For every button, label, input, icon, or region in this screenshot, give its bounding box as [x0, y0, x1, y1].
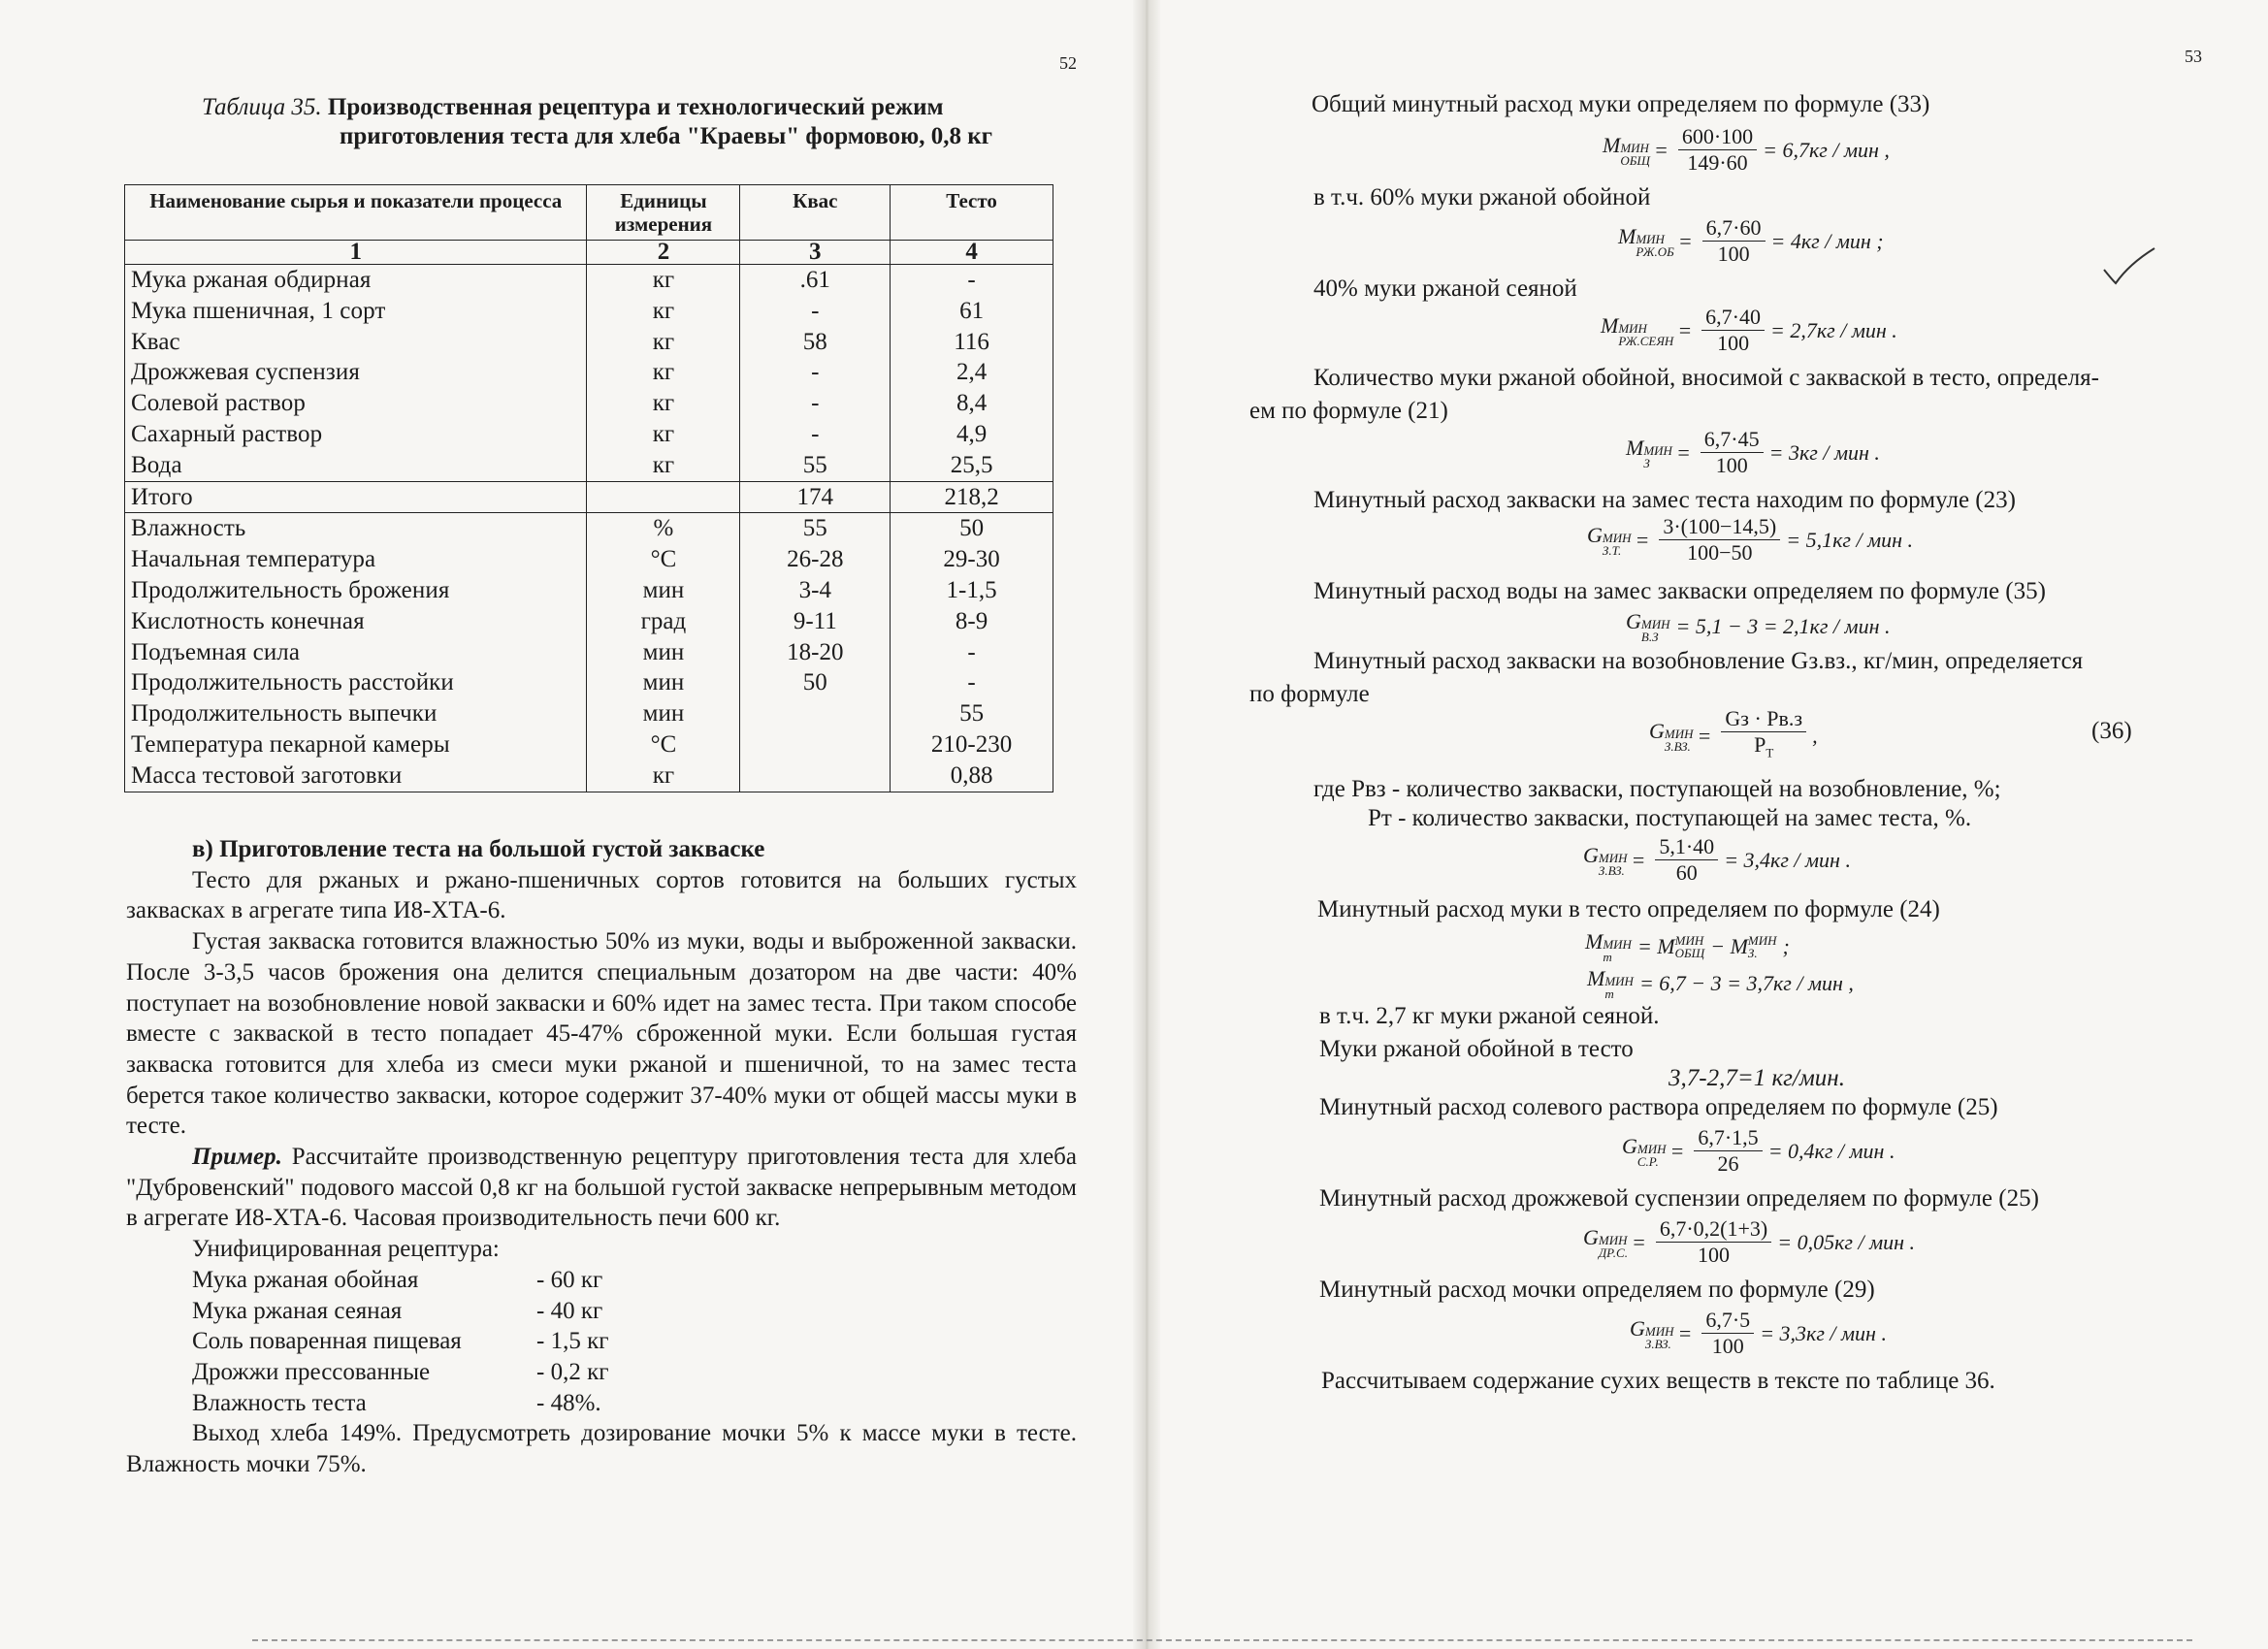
- cell-kvas: -: [740, 357, 891, 388]
- cell-kvas: -: [740, 419, 891, 450]
- formula-35: G МИН В.З = 5,1 − 3 = 2,1кг / мин .: [1626, 609, 1891, 644]
- recipe-item-name: Дрожжи прессованные: [192, 1358, 431, 1385]
- header-name: Наименование сырья и показатели процесса: [125, 185, 587, 241]
- table-row: [125, 450, 1053, 481]
- cell-kvas: 174: [740, 481, 891, 513]
- text-line: Минутный расход закваски на возобновление Gз.вз., кг/мин, определяется: [1313, 648, 2084, 674]
- cell-unit: кг: [587, 265, 740, 296]
- recipe-table: [124, 184, 1053, 792]
- formula-36: G МИН З.ВЗ. = $\frac{Gз \cdot Pв.з}{P_Т}$ ,: [1649, 706, 1818, 760]
- cell-unit: мин: [587, 575, 740, 606]
- cell-unit: кг: [587, 357, 740, 388]
- column-number-row: [125, 241, 1053, 265]
- cell-unit: кг: [587, 419, 740, 450]
- cell-name: Кислотность конечная: [125, 606, 587, 637]
- text-line: в т.ч. 2,7 кг муки ржаной сеяной.: [1319, 1003, 1660, 1029]
- formula-renewal: G МИН З.ВЗ. = $\frac{5,1\cdot 40}{60}$ = 3,4кг / мин .: [1583, 834, 1851, 885]
- cell-name: Дрожжевая суспензия: [125, 357, 587, 388]
- recipe-item-name: Мука ржаная обойная: [192, 1266, 419, 1293]
- cell-unit: град: [587, 606, 740, 637]
- recipe-item-value: - 40 кг: [536, 1297, 603, 1324]
- cell-kvas: 50: [740, 667, 891, 698]
- cell-testo: 210-230: [891, 729, 1053, 760]
- recipe-item-value: - 48%.: [536, 1389, 601, 1416]
- recipe-title: Унифицированная рецептура:: [192, 1236, 500, 1263]
- recipe-item-value: - 60 кг: [536, 1266, 603, 1293]
- cell-name: Итого: [125, 481, 587, 513]
- cell-name: Продолжительность брожения: [125, 575, 587, 606]
- formula-25-yeast: G МИН ДР.С. = $\frac{6,7\cdot 0,2(1+3)}{100}$ = 0,05кг / мин .: [1583, 1216, 1916, 1267]
- table-row: [125, 481, 1053, 513]
- cell-kvas: [740, 760, 891, 792]
- cell-unit: [587, 481, 740, 513]
- cell-testo: -: [891, 667, 1053, 698]
- cell-unit: °C: [587, 729, 740, 760]
- recipe-item: [192, 1326, 1077, 1357]
- table-header-row: [125, 185, 1053, 241]
- cell-unit: °C: [587, 544, 740, 575]
- cell-testo: 8-9: [891, 606, 1053, 637]
- left-body-text: [126, 834, 1077, 1480]
- cell-testo: 61: [891, 296, 1053, 327]
- section-heading: в) Приготовление теста на большой густой закваске: [192, 836, 765, 862]
- closing-paragraph: Выход хлеба 149%. Предусмотреть дозирование мочки 5% к массе муки в тесте. Влажность мочки 75%.: [126, 1420, 1077, 1478]
- table-row: [125, 265, 1053, 296]
- recipe-item-value: - 1,5 кг: [536, 1328, 609, 1355]
- col-number: 3: [740, 241, 891, 265]
- cell-unit: кг: [587, 296, 740, 327]
- caption-title-line1: Производственная рецептура и технологический режим: [327, 94, 944, 120]
- cell-name: Сахарный раствор: [125, 419, 587, 450]
- cell-name: Начальная температура: [125, 544, 587, 575]
- formula-29: G МИН З.ВЗ. = $\frac{6,7\cdot 5}{100}$ = 3,3кг / мин .: [1630, 1308, 1887, 1358]
- formula-33: M МИН ОБЩ = $\frac{600\cdot 100}{149\cdot 60}$ = 6,7кг / мин ,: [1603, 124, 1890, 175]
- text-line: Количество муки ржаной обойной, вносимой с закваской в тесто, определя-: [1313, 365, 2099, 391]
- cell-unit: мин: [587, 698, 740, 729]
- text-line: Минутный расход солевого раствора определяем по формуле (25): [1319, 1094, 1998, 1120]
- book-spine: [1133, 0, 1160, 1649]
- text-line: по формуле: [1249, 681, 1370, 707]
- cell-testo: 2,4: [891, 357, 1053, 388]
- table-row: [125, 327, 1053, 358]
- text-line: ем по формуле (21): [1249, 398, 1448, 424]
- recipe-item: [192, 1296, 1077, 1327]
- cell-kvas: [740, 729, 891, 760]
- handwritten-check-mark: [2100, 242, 2158, 291]
- cell-unit: мин: [587, 637, 740, 668]
- cell-kvas: [740, 698, 891, 729]
- table-row: [125, 667, 1053, 698]
- cell-testo: 29-30: [891, 544, 1053, 575]
- cell-name: Мука пшеничная, 1 сорт: [125, 296, 587, 327]
- text-line: Минутный расход мочки определяем по формуле (29): [1319, 1277, 1875, 1303]
- text-line: Общий минутный расход муки определяем по формуле (33): [1312, 91, 1930, 117]
- text-line: Минутный расход дрожжевой суспензии определяем по формуле (25): [1319, 1185, 2039, 1212]
- example-text: Рассчитайте производственную рецептуру приготовления теста для хлеба "Дубровенский" подового массой 0,8 кг на большой густой закваске непрерывным методом в агрегате И8-ХТА-6. Часовая производительность печи 600 кг.: [126, 1144, 1078, 1232]
- cell-testo: -: [891, 637, 1053, 668]
- table-row: [125, 357, 1053, 388]
- formula-25-salt: G МИН С.Р. = $\frac{6,7\cdot 1,5}{26}$ = 0,4кг / мин .: [1622, 1125, 1895, 1176]
- table-row: [125, 419, 1053, 450]
- col-number: 4: [891, 241, 1053, 265]
- example-label: Пример.: [192, 1144, 282, 1171]
- formula-23: G МИН З.Т. = $\frac{3\cdot(100-14,5)}{100-50}$ = 5,1кг / мин .: [1587, 514, 1914, 565]
- cell-kvas: 9-11: [740, 606, 891, 637]
- table-caption: [194, 93, 1086, 151]
- cell-name: Влажность: [125, 513, 587, 544]
- recipe-item-value: - 0,2 кг: [536, 1358, 609, 1385]
- cell-name: Вода: [125, 450, 587, 481]
- cell-kvas: .61: [740, 265, 891, 296]
- col-number: 1: [125, 241, 587, 265]
- cell-testo: 1-1,5: [891, 575, 1053, 606]
- text-line: Муки ржаной обойной в тесто: [1319, 1036, 1634, 1062]
- cell-kvas: -: [740, 296, 891, 327]
- recipe-item-name: Мука ржаная сеяная: [192, 1297, 403, 1324]
- text-line: Минутный расход закваски на замес теста находим по формуле (23): [1313, 487, 2016, 513]
- cell-unit: кг: [587, 327, 740, 358]
- recipe-item-name: Соль поваренная пищевая: [192, 1328, 462, 1355]
- recipe-item: [192, 1357, 1077, 1388]
- table-row: [125, 698, 1053, 729]
- cell-testo: 0,88: [891, 760, 1053, 792]
- page-number-left: 52: [1059, 53, 1077, 73]
- cell-name: Солевой раствор: [125, 388, 587, 419]
- page-number-right: 53: [2185, 47, 2202, 66]
- cell-unit: кг: [587, 760, 740, 792]
- text-line: в т.ч. 60% муки ржаной обойной: [1313, 184, 1651, 210]
- caption-title-line2: приготовления теста для хлеба "Краевы" формовою, 0,8 кг: [340, 123, 992, 149]
- cell-testo: 116: [891, 327, 1053, 358]
- cell-name: Температура пекарной камеры: [125, 729, 587, 760]
- cell-testo: 4,9: [891, 419, 1053, 450]
- cell-kvas: 18-20: [740, 637, 891, 668]
- text-line: Минутный расход воды на замес закваски определяем по формуле (35): [1313, 578, 2046, 604]
- text-line: 40% муки ржаной сеяной: [1313, 275, 1577, 302]
- paragraph-1: Тесто для ржаных и ржано-пшеничных сортов готовится на больших густых заквасках в агрегате типа И8-ХТА-6.: [126, 866, 1077, 924]
- table-row: [125, 637, 1053, 668]
- table-row: [125, 388, 1053, 419]
- cell-testo: 8,4: [891, 388, 1053, 419]
- cell-testo: 50: [891, 513, 1053, 544]
- recipe-item-name: Влажность теста: [192, 1389, 367, 1416]
- header-kvas: Квас: [740, 185, 891, 241]
- cell-unit: мин: [587, 667, 740, 698]
- cell-kvas: 26-28: [740, 544, 891, 575]
- text-line: 3,7-2,7=1 кг/мин.: [1669, 1065, 1845, 1091]
- text-line: где Pвз - количество закваски, поступающей на возобновление, %;: [1313, 776, 2001, 802]
- cell-testo: -: [891, 265, 1053, 296]
- recipe-item: [192, 1388, 1077, 1419]
- equation-number-36: (36): [2091, 718, 2132, 744]
- cell-kvas: 3-4: [740, 575, 891, 606]
- header-unit: Единицы измерения: [587, 185, 740, 241]
- formula-21: M МИН З = $\frac{6,7\cdot 45}{100}$ = 3кг / мин .: [1626, 427, 1880, 477]
- cell-name: Продолжительность расстойки: [125, 667, 587, 698]
- cell-unit: %: [587, 513, 740, 544]
- text-line: Минутный расход муки в тесто определяем по формуле (24): [1317, 896, 1940, 922]
- example-paragraph: [126, 1142, 1077, 1234]
- cell-name: Масса тестовой заготовки: [125, 760, 587, 792]
- cell-testo: 55: [891, 698, 1053, 729]
- cell-name: Мука ржаная обдирная: [125, 265, 587, 296]
- paragraph-2: Густая закваска готовится влажностью 50% из муки, воды и выброженной закваски. После 3-3,5 часов брожения она делится специальным дозатором на две части: 40% поступает на возобновление новой закваски и 60% идет на замес теста. При таком способе вместе с закваской в тесто попадает 45-47% сброженной муки. Если большая густая закваска готовится для хлеба из смеси муки ржаной и пшеничной, то на замес теста берется такое количество закваски, которое содержит 37-40% муки от общей массы муки в тесте.: [126, 928, 1077, 1140]
- table-row: [125, 760, 1053, 792]
- cell-name: Квас: [125, 327, 587, 358]
- page-bottom-edge: [252, 1639, 2192, 1643]
- table-row: [125, 606, 1053, 637]
- cell-kvas: -: [740, 388, 891, 419]
- cell-kvas: 55: [740, 450, 891, 481]
- col-number: 2: [587, 241, 740, 265]
- cell-name: Подъемная сила: [125, 637, 587, 668]
- cell-testo: 25,5: [891, 450, 1053, 481]
- text-line: Pт - количество закваски, поступающей на замес теста, %.: [1368, 805, 1972, 831]
- caption-label: Таблица 35.: [202, 94, 322, 120]
- text-line: Рассчитываем содержание сухих веществ в тексте по таблице 36.: [1321, 1368, 1995, 1394]
- cell-kvas: 55: [740, 513, 891, 544]
- table-row: [125, 575, 1053, 606]
- formula-rye-wholemeal: M МИН РЖ.ОБ = $\frac{6,7\cdot 60}{100}$ = 4кг / мин ;: [1618, 215, 1884, 266]
- cell-unit: кг: [587, 450, 740, 481]
- cell-name: Продолжительность выпечки: [125, 698, 587, 729]
- cell-unit: кг: [587, 388, 740, 419]
- formula-rye-sifted: M МИН РЖ.СЕЯН = $\frac{6,7\cdot 40}{100}$ = 2,7кг / мин .: [1601, 305, 1897, 355]
- header-testo: Тесто: [891, 185, 1053, 241]
- table-row: [125, 544, 1053, 575]
- cell-kvas: 58: [740, 327, 891, 358]
- recipe-list: [126, 1265, 1077, 1419]
- recipe-item: [192, 1265, 1077, 1296]
- table-row: [125, 513, 1053, 544]
- formula-24-result: M МИН т = 6,7 − 3 = 3,7кг / мин ,: [1587, 966, 1854, 1001]
- formula-24: M МИН т = M МИН ОБЩ − M МИН З. ;: [1585, 929, 1790, 964]
- table-row: [125, 296, 1053, 327]
- table-row: [125, 729, 1053, 760]
- cell-testo: 218,2: [891, 481, 1053, 513]
